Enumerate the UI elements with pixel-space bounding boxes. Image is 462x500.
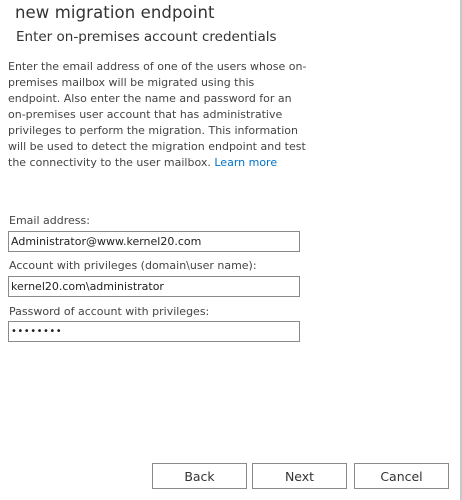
dialog-title: new migration endpoint <box>15 3 215 22</box>
next-button[interactable]: Next <box>252 463 347 489</box>
password-field[interactable] <box>8 321 300 342</box>
password-label: Password of account with privileges: <box>9 305 210 318</box>
dialog-subtitle: Enter on-premises account credentials <box>16 29 277 45</box>
email-label: Email address: <box>9 214 90 227</box>
cancel-button[interactable]: Cancel <box>354 463 449 489</box>
account-field[interactable] <box>8 276 300 297</box>
email-field[interactable] <box>8 231 300 252</box>
description-text <box>8 59 308 171</box>
account-label: Account with privileges (domain\user name): <box>9 259 257 272</box>
description-body: Enter the email address of one of the users whose on-premises mailbox will be migrated using this endpoint. Also enter the name and password for an on-premises user account that has administrative privileges to perform the migration. This information will be used to detect the migration endpoint and test the connectivity to the user mailbox. <box>8 60 307 169</box>
back-button[interactable]: Back <box>152 463 247 489</box>
learn-more-link[interactable]: Learn more <box>214 156 278 169</box>
